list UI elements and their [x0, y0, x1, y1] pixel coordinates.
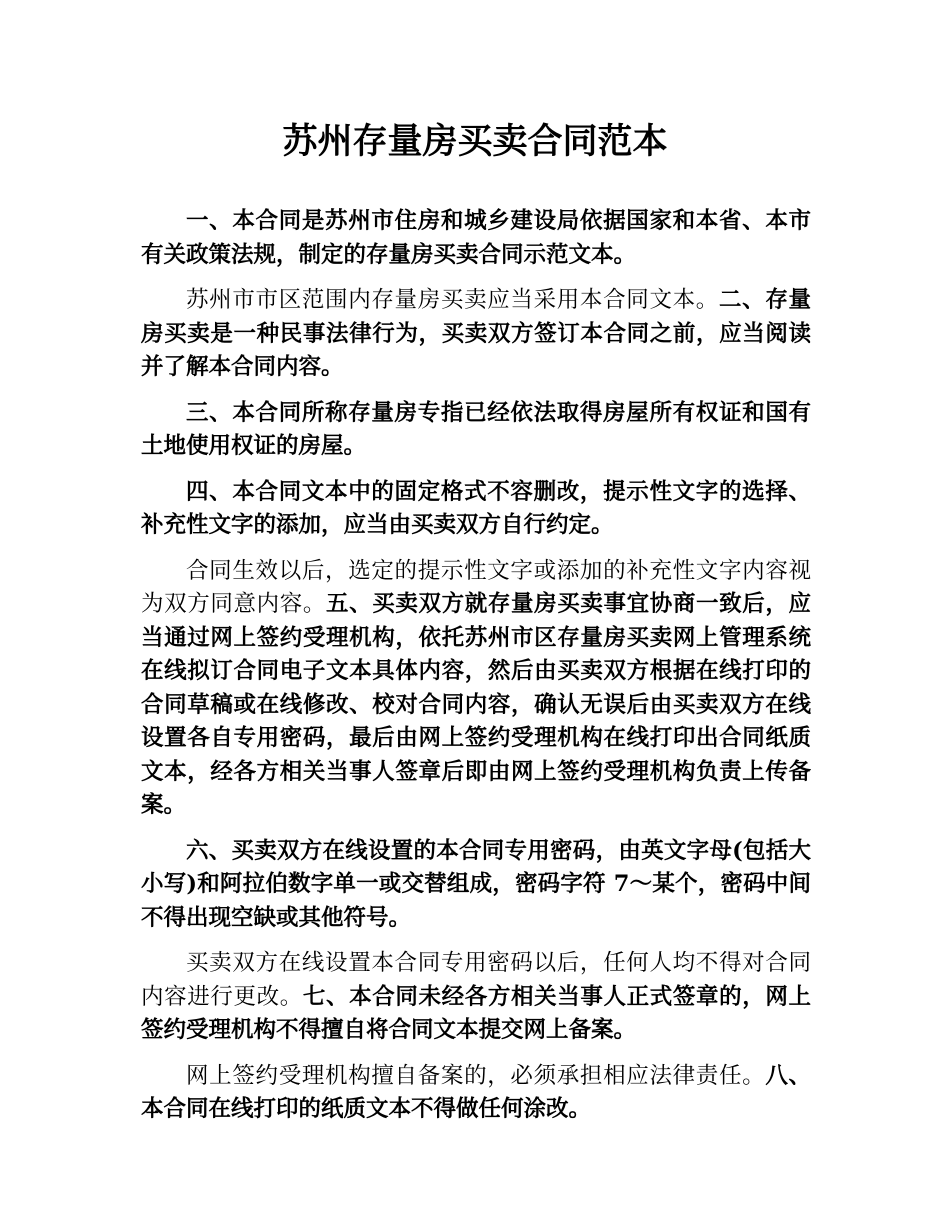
paragraph-7 [141, 947, 811, 1048]
paragraph-8-clause-text: 八、本合同在线打印的纸质文本不得做任何涂改。 [141, 1062, 811, 1122]
paragraph-2-clause-text: 二、存量房买卖是一种民事法律行为，买卖双方签订本合同之前，应当阅读并了解本合同内容。 [141, 287, 811, 380]
paragraph-1 [141, 205, 811, 272]
paragraph-5-clause-text: 五、买卖双方就存量房买卖事宜协商一致后，应当通过网上签约受理机构，依托苏州市区存量房买卖网上管理系统在线拟订合同电子文本具体内容，然后由买卖双方根据在线打印的合同草稿或在线修改、校对合同内容，确认无误后由买卖双方在线设置各自专用密码，最后由网上签约受理机构在线打印出合同纸质文本，经各方相关当事人签章后即由网上签约受理机构负责上传备案。 [141, 591, 811, 818]
paragraph-6 [141, 835, 811, 936]
paragraph-7-lead-text: 买卖双方在线设置本合同专用密码以后，任何人均不得对合同内容进行更改。 [141, 950, 811, 1010]
paragraph-1-text: 一、本合同是苏州市住房和城乡建设局依据国家和本省、本市有关政策法规，制定的存量房买卖合同示范文本。 [141, 208, 811, 268]
paragraph-8 [141, 1060, 811, 1127]
paragraph-4 [141, 476, 811, 543]
paragraph-5 [141, 555, 811, 823]
paragraph-2-lead-text: 苏州市市区范围内存量房买卖应当采用本合同文本。 [186, 287, 719, 313]
paragraph-2 [141, 284, 811, 385]
paragraph-5-lead-text: 合同生效以后，选定的提示性文字或添加的补充性文字内容视为双方同意内容。 [141, 557, 811, 617]
page-title: 苏州存量房买卖合同范本 [282, 121, 668, 162]
paragraph-6-text: 六、买卖双方在线设置的本合同专用密码，由英文字母(包括大小写)和阿拉伯数字单一或交替组成，密码字符 7～某个，密码中间不得出现空缺或其他符号。 [141, 837, 811, 931]
document-body [141, 205, 811, 1139]
paragraph-3 [141, 397, 811, 464]
paragraph-7-clause-text: 七、本合同未经各方相关当事人正式签章的，网上签约受理机构不得擅自将合同文本提交网上备案。 [141, 983, 811, 1043]
paragraph-4-text: 四、本合同文本中的固定格式不容删改，提示性文字的选择、补充性文字的添加，应当由买卖双方自行约定。 [141, 478, 811, 538]
paragraph-8-lead-text: 网上签约受理机构擅自备案的，必须承担相应法律责任。 [186, 1062, 766, 1089]
paragraph-3-text: 三、本合同所称存量房专指已经依法取得房屋所有权证和国有土地使用权证的房屋。 [141, 399, 811, 459]
